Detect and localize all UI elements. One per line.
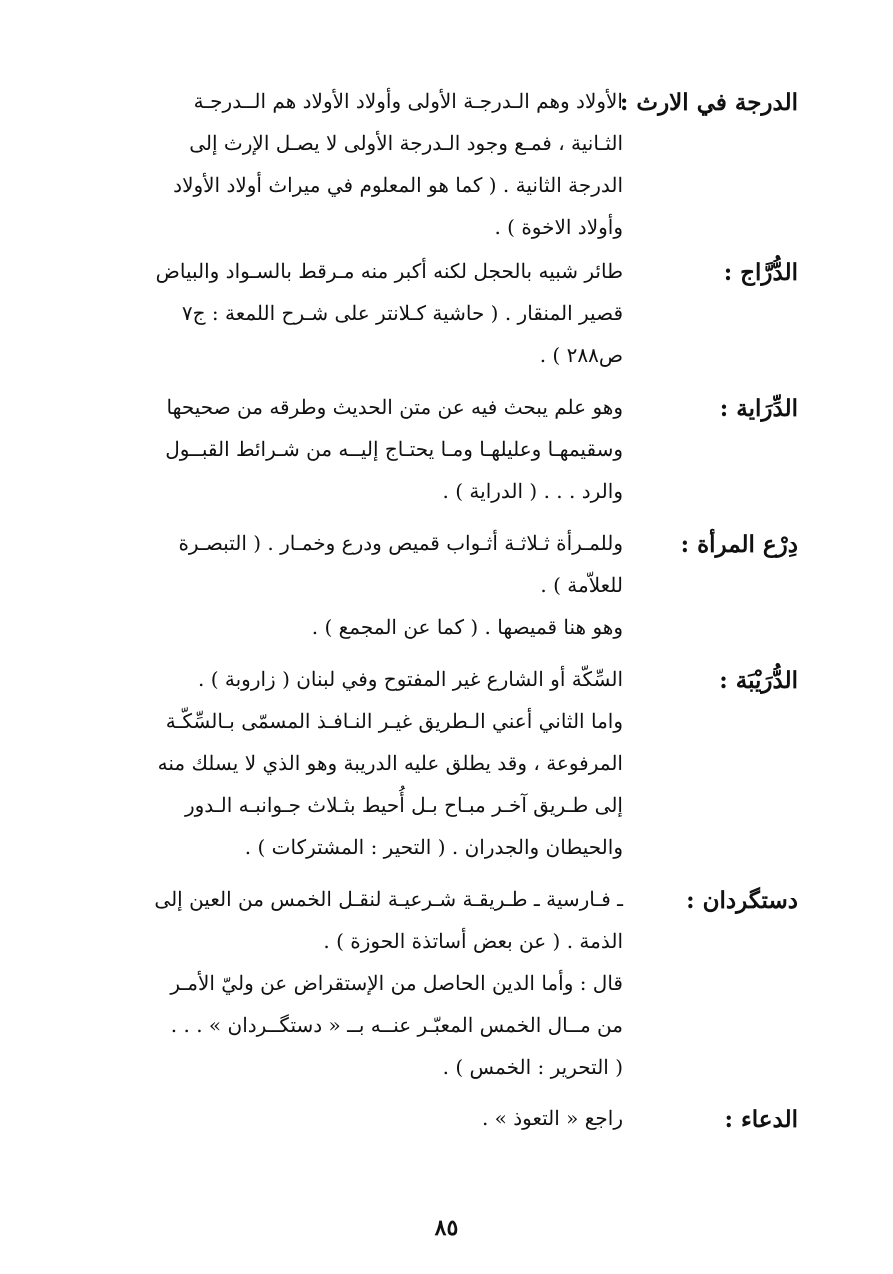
entry-term: الدرجة في الارث : [619,89,798,116]
entry-definition [93,878,623,1088]
definition-line: قصير المنقار . ( حاشية كـلانتر على شـرح اللمعة : ج٧ [181,301,623,325]
entry-term: الدِّرَاية : [719,395,798,422]
entry-term: دِرْع المرأة : [680,531,798,558]
entry-definition [93,1097,623,1139]
definition-line: ص٢٨٨ ) . [539,343,623,367]
definition-line: إلى طـريق آخـر مبـاح بـل أُحيط بثـلاث جـوانبـه الـدور [184,793,623,817]
entry-definition [93,250,623,376]
definition-line: من مــال الخمس المعبّـر عنــه بــ « دستگــردان » . . . [170,1013,623,1037]
definition-line: والحيطان والجدران . ( التحير : المشتركات ) . [244,835,623,859]
definition-line: والرد . . . ( الدراية ) . [442,479,623,503]
entry-term: الدعاء : [724,1106,798,1133]
definition-line: وللمـرأة ثـلاثـة أثـواب قميص ودرع وخمـار . ( التبصـرة [178,531,623,555]
definition-line: وسقيمهـا وعليلهـا ومـا يحتـاج إليــه من شـرائط القبــول [165,437,623,461]
definition-line: المرفوعة ، وقد يطلق عليه الدريبة وهو الذي لا يسلك منه [157,751,623,775]
definition-line: وهو هنا قميصها . ( كما عن المجمع ) . [311,615,623,639]
definition-line: الذمة . ( عن بعض أساتذة الحوزة ) . [323,929,623,953]
definition-line: واما الثاني أعني الـطريق غيـر النـافـذ المسمّى بـالسِّكّـة [165,709,623,733]
definition-line: الثـانية ، فمـع وجود الـدرجة الأولى لا يصـل الإرث إلى [189,131,623,155]
entry-definition [93,386,623,512]
definition-line: ( التحرير : الخمس ) . [442,1055,623,1079]
definition-line: للعلاّمة ) . [540,573,623,597]
definition-line: قال : وأما الدين الحاصل من الإستقراض عن وليّ الأمـر [170,971,623,995]
definition-line: السِّكّة أو الشارع غير المفتوح وفي لبنان ( زاروبة ) . [198,667,623,691]
definition-line: وهو علم يبحث فيه عن متن الحديث وطرقه من صحيحها [166,395,623,419]
definition-line: الأولاد وهم الـدرجـة الأولى وأولاد الأولاد هم الــدرجـة [193,89,623,113]
entry-term: دستگردان : [686,887,798,914]
entry-term: الدُّرَيْبَة : [719,667,798,694]
entry-definition [93,522,623,648]
definition-line: وأولاد الاخوة ) . [494,215,623,239]
definition-line: ـ فـارسية ـ طـريقـة شـرعيـة لنقـل الخمس من العين إلى [154,887,623,911]
definition-line: طائر شبيه بالحجل لكنه أكبر منه مـرقط بالسـواد والبياض [155,259,623,283]
definition-line: راجع « التعوذ » . [481,1106,623,1130]
entry-definition [93,80,623,248]
entry-term: الدُّرَّاج : [723,259,798,286]
entry-definition [93,658,623,868]
definition-line: الدرجة الثانية . ( كما هو المعلوم في ميراث أولاد الأولاد [173,173,623,197]
page-number: ٨٥ [434,1215,459,1241]
